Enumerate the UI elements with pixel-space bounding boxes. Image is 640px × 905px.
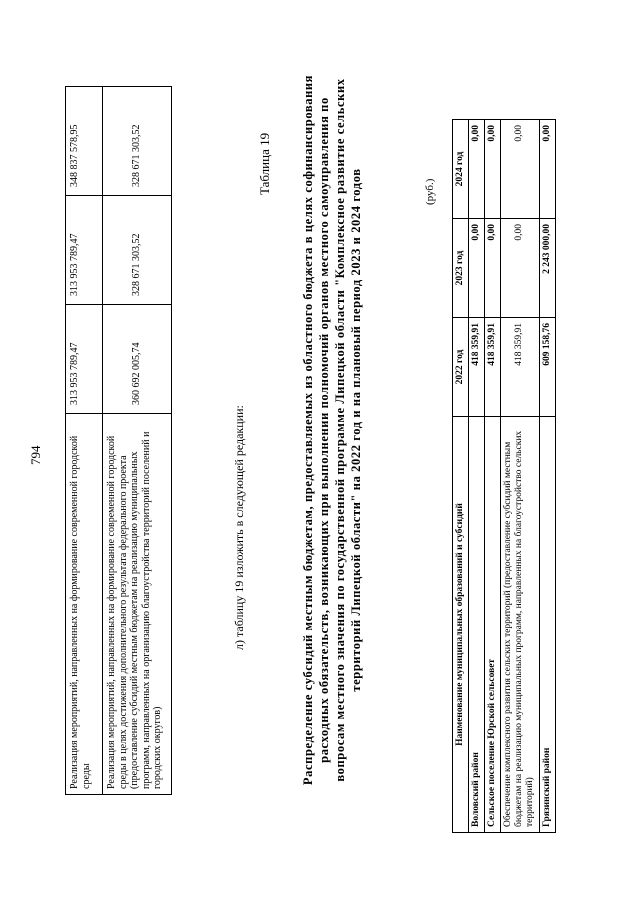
table-cell-2024: 0,00 — [539, 120, 555, 219]
table-cell-2022: 418 359,91 — [484, 318, 500, 417]
table-cell-name: Сельское поселение Юрской сельсовет — [484, 417, 500, 833]
table-cell-2024: 348 837 578,95 — [66, 87, 103, 196]
table-cell-2024: 0,00 — [468, 120, 484, 219]
table-cell-2022: 418 359,91 — [500, 318, 539, 417]
table-cell-2024: 0,00 — [484, 120, 500, 219]
table-cell-2022: 313 953 789,47 — [66, 305, 103, 414]
table-cell-2022: 418 359,91 — [468, 318, 484, 417]
table-number-label: Таблица 19 — [257, 132, 272, 195]
table-row — [66, 87, 103, 795]
instruction-paragraph: л) таблицу 19 изложить в следующей редакции: — [232, 405, 246, 650]
unit-label: (руб.) — [424, 178, 436, 205]
table-cell-2023: 0,00 — [484, 219, 500, 318]
table-cell-2023: 313 953 789,47 — [66, 196, 103, 305]
table-cell-2023: 328 671 303,52 — [103, 196, 172, 305]
table-cell-2022: 609 158,76 — [539, 318, 555, 417]
table-heading: Распределение субсидий местным бюджетам, предоставляемых из областного бюджета в целях софинансирования расходных обязательств, возникающих при выполнении полномочий органов местного самоуправления по вопросам местного значения по государственной программе Липецкой области "Комплексное развитие сельских территорий Липецкой области" на 2022 год и на плановый период 2023 и 2024 годов — [301, 74, 363, 786]
page-number: 794 — [28, 445, 43, 465]
table-cell-name: Реализация мероприятий, направленных на формирование современной городской среды — [66, 414, 103, 795]
budget-table-top — [65, 86, 172, 795]
header-2023: 2023 год — [453, 219, 469, 318]
table-header-row — [453, 120, 469, 833]
table-cell-name: Реализация мероприятий, направленных на формирование современной городской среды в целях достижения дополнительного результата федерального проекта (предоставление субсидий местным бюджетам на реализацию муниципальных программ, направленных на организацию благоустройства территорий поселений и городских округов) — [103, 414, 172, 795]
header-2024: 2024 год — [453, 120, 469, 219]
table-row — [500, 120, 539, 833]
table-cell-2024: 328 671 303,52 — [103, 87, 172, 196]
table-row — [539, 120, 555, 833]
table-cell-name: Воловский район — [468, 417, 484, 833]
header-name: Наименование муниципальных образований и субсидий — [453, 417, 469, 833]
table-cell-2023: 2 243 000,00 — [539, 219, 555, 318]
table-cell-name: Обеспечение комплексного развития сельских территорий (предоставление субсидий местным бюджетам на реализацию муниципальных программ, направленных на благоустройство сельских территорий) — [500, 417, 539, 833]
table-row — [468, 120, 484, 833]
table-cell-2023: 0,00 — [468, 219, 484, 318]
table-cell-2022: 360 692 005,74 — [103, 305, 172, 414]
subsidy-table — [452, 119, 556, 833]
table-cell-2023: 0,00 — [500, 219, 539, 318]
table-row — [484, 120, 500, 833]
table-row — [103, 87, 172, 795]
header-2022: 2022 год — [453, 318, 469, 417]
table-cell-name: Грязинский район — [539, 417, 555, 833]
table-cell-2024: 0,00 — [500, 120, 539, 219]
